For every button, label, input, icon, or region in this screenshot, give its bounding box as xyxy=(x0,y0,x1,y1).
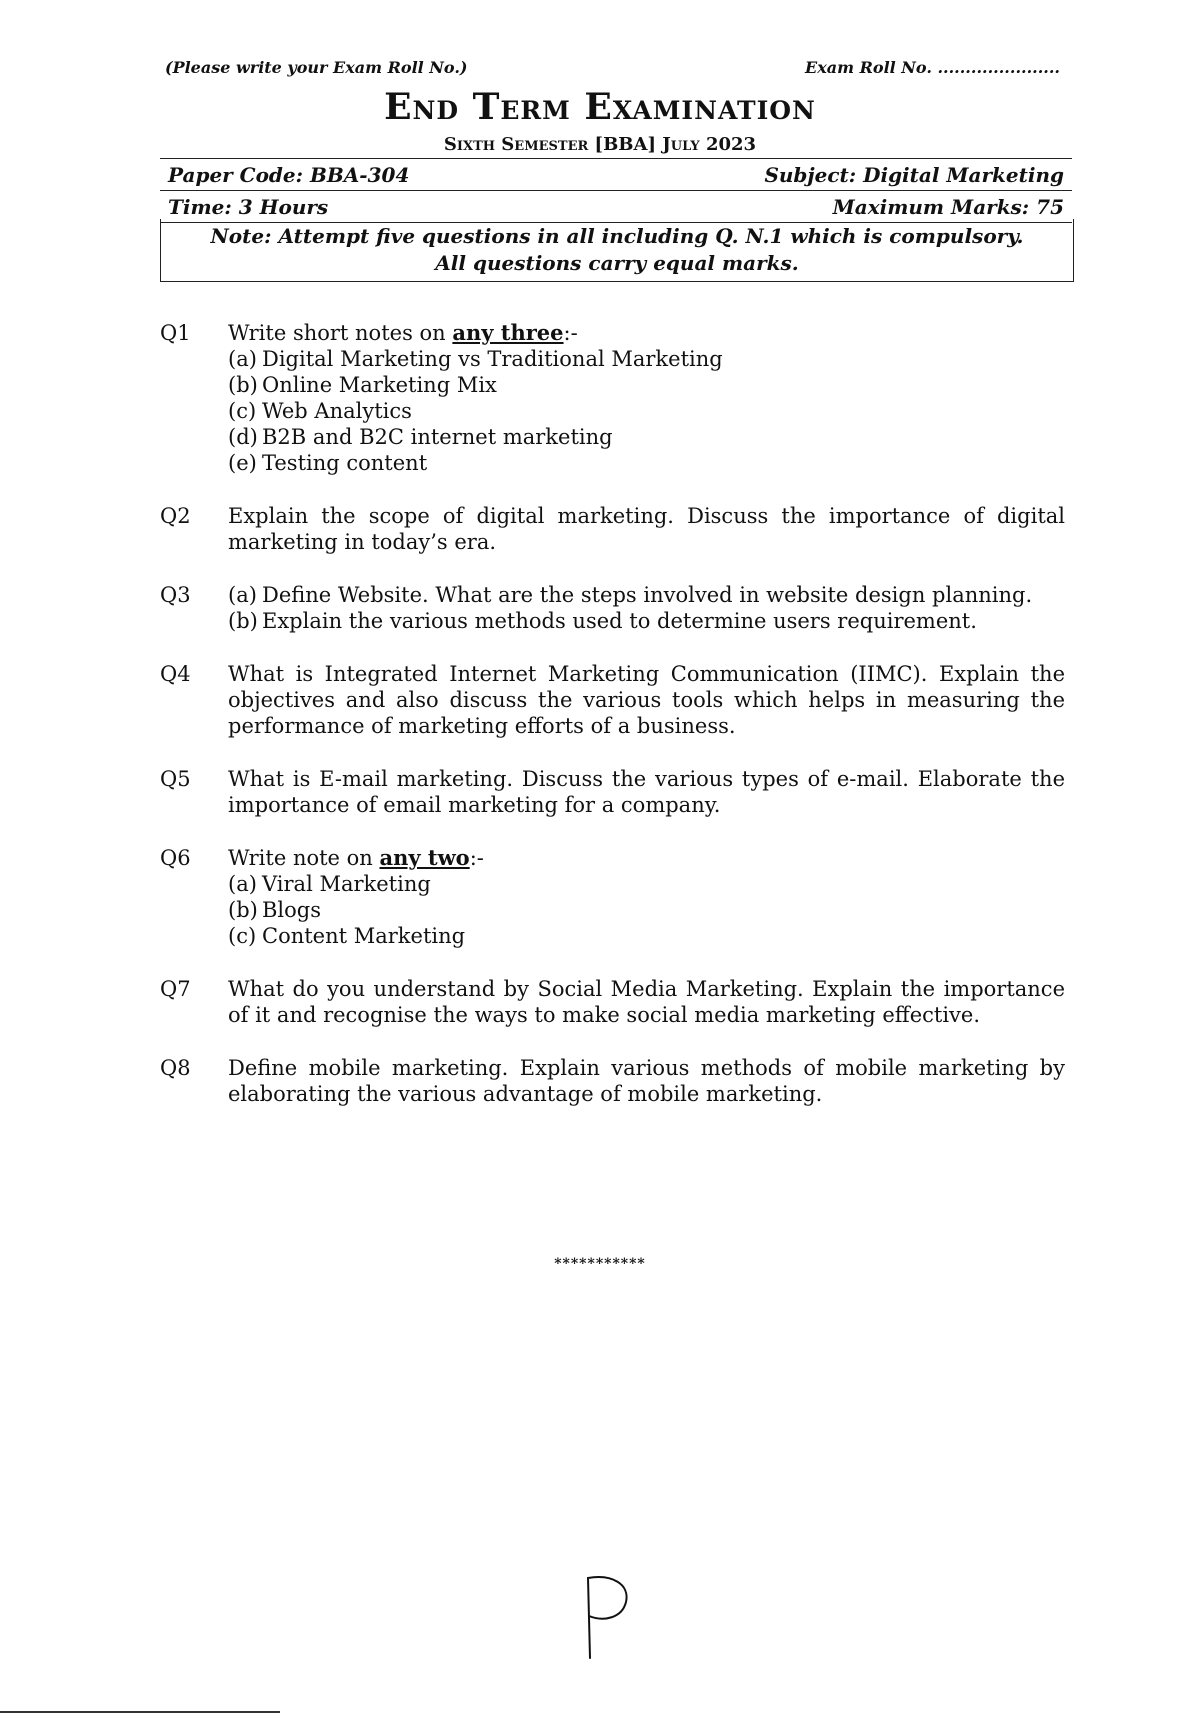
question-5 xyxy=(160,766,1065,818)
question-4 xyxy=(160,661,1065,739)
sub-question: (a) Viral Marketing xyxy=(228,872,431,896)
subject: Subject: Digital Marketing xyxy=(764,162,1064,187)
roll-prompt: (Please write your Exam Roll No.) xyxy=(165,58,468,77)
question-body xyxy=(228,582,1065,634)
question-number: Q1 xyxy=(160,321,191,345)
question-number: Q3 xyxy=(160,583,191,607)
semester-line: Sixth Semester [BBA] July 2023 xyxy=(443,134,757,155)
sub-question: (b) Online Marketing Mix xyxy=(228,373,497,397)
paper-details-table xyxy=(160,158,1072,223)
sub-question: (e) Testing content xyxy=(228,451,428,475)
sub-question: (c) Web Analytics xyxy=(228,399,412,423)
time-allowed: Time: 3 Hours xyxy=(168,194,329,219)
sub-question: (c) Content Marketing xyxy=(228,924,466,948)
roll-no-label: Exam Roll No. ...................... xyxy=(805,58,1060,77)
question-7 xyxy=(160,976,1065,1028)
question-text: Explain the scope of digital marketing. Discuss the importance of digital marketing in today’s era. xyxy=(228,504,1065,554)
sub-question: (d) B2B and B2C internet marketing xyxy=(228,425,613,449)
question-number: Q6 xyxy=(160,846,191,870)
question-text: What is Integrated Internet Marketing Communication (IIMC). Explain the objectives and also discuss the various tools which helps in measuring the performance of marketing efforts of a business. xyxy=(228,662,1065,738)
question-body xyxy=(228,845,1065,949)
end-of-paper-marker: *********** xyxy=(554,1256,646,1272)
question-number: Q8 xyxy=(160,1056,191,1080)
question-body xyxy=(228,661,1065,739)
scan-edge-line xyxy=(0,1711,280,1713)
question-6 xyxy=(160,845,1065,949)
question-body xyxy=(228,766,1065,818)
handwritten-mark xyxy=(582,1572,632,1660)
question-body xyxy=(228,976,1065,1028)
question-2 xyxy=(160,503,1065,555)
sub-question: (b) Explain the various methods used to determine users requirement. xyxy=(228,609,977,633)
question-number: Q7 xyxy=(160,977,191,1001)
question-text: What do you understand by Social Media Marketing. Explain the importance of it and recognise the ways to make social media marketing effective. xyxy=(228,977,1065,1027)
instructions-note xyxy=(160,219,1074,282)
question-lead: Write short notes on any three:- xyxy=(228,320,578,345)
question-body xyxy=(228,1055,1065,1107)
question-lead: Write note on any two:- xyxy=(228,845,484,870)
sub-question: (b) Blogs xyxy=(228,898,322,922)
question-number: Q5 xyxy=(160,767,191,791)
paper-code: Paper Code: BBA-304 xyxy=(168,162,410,187)
exam-title: End Term Examination xyxy=(384,86,816,128)
question-3 xyxy=(160,582,1065,634)
question-body xyxy=(228,503,1065,555)
question-8 xyxy=(160,1055,1065,1107)
question-text: Define mobile marketing. Explain various methods of mobile marketing by elaborating the various advantage of mobile marketing. xyxy=(228,1056,1065,1106)
sub-question: (a) Define Website. What are the steps involved in website design planning. xyxy=(228,583,1033,607)
question-number: Q4 xyxy=(160,662,191,686)
question-list xyxy=(160,320,1065,1134)
question-1 xyxy=(160,320,1065,476)
emphasis: any three xyxy=(452,320,564,345)
note-line-2: All questions carry equal marks. xyxy=(435,251,799,275)
emphasis: any two xyxy=(379,845,470,870)
question-number: Q2 xyxy=(160,504,191,528)
note-line-1: Note: Attempt five questions in all including Q. N.1 which is compulsory. xyxy=(210,224,1024,248)
question-text: What is E-mail marketing. Discuss the various types of e-mail. Elaborate the importance of email marketing for a company. xyxy=(228,767,1065,817)
sub-question: (a) Digital Marketing vs Traditional Marketing xyxy=(228,347,723,371)
maximum-marks: Maximum Marks: 75 xyxy=(832,194,1064,219)
paper-details-row-1 xyxy=(160,159,1072,191)
roll-number-line xyxy=(165,58,1060,77)
question-body xyxy=(228,320,1065,476)
